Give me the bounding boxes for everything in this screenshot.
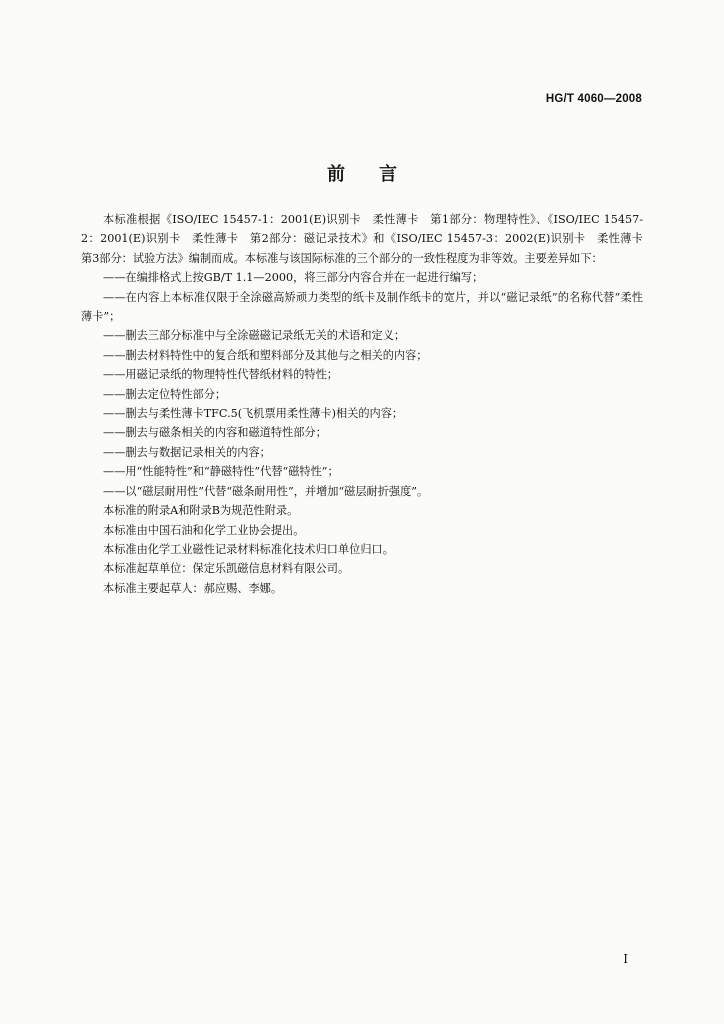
responsible-unit-statement: 本标准由化学工业磁性记录材料标准化技术归口单位归口。: [103, 542, 394, 556]
appendix-statement: 本标准的附录A和附录B为规范性附录。: [103, 504, 299, 518]
drafters-statement: 本标准主要起草人：郝应赐、李娜。: [103, 581, 283, 595]
foreword-body: [81, 210, 655, 598]
difference-item: ——以“磁层耐用性”代替“磁条耐用性”，并增加“磁层耐折强度”。: [103, 484, 429, 498]
standard-number: HG/T 4060—2008: [545, 93, 642, 105]
difference-item: ——删去与磁条相关的内容和磁道特性部分；: [103, 426, 327, 440]
difference-item: ——删去定位特性部分；: [103, 387, 227, 401]
difference-item: ——在编排格式上按GB/T 1.1—2000，将三部分内容合并在一起进行编写；: [103, 271, 484, 285]
proposer-statement: 本标准由中国石油和化学工业协会提出。: [103, 523, 305, 537]
difference-item: ——用磁记录纸的物理特性代替纸材料的特性；: [103, 368, 338, 382]
difference-item: ——用“性能特性”和“静磁特性”代替“磁特性”；: [103, 465, 339, 479]
drafting-unit-statement: 本标准起草单位：保定乐凯磁信息材料有限公司。: [103, 562, 350, 576]
page-number: I: [623, 952, 628, 966]
difference-item: ——删去与柔性薄卡TFC.5(飞机票用柔性薄卡)相关的内容；: [103, 407, 404, 421]
difference-item: ——在内容上本标准仅限于全涂磁高矫顽力类型的纸卡及制作纸卡的宽片，并以“磁记录纸”的名称代替“柔性薄卡”；: [81, 290, 643, 324]
difference-item: ——删去与数据记录相关的内容；: [103, 445, 271, 459]
intro-paragraph: 本标准根据《ISO/IEC 15457-1：2001(E)识别卡 柔性薄卡 第1部分：物理特性》、《ISO/IEC 15457-2：2001(E)识别卡 柔性薄卡 第2部分：磁记录技术》和《ISO/IEC 15457-3：2002(E)识别卡 柔性薄卡 第3部分：试验方法》编制而成。本标准与该国际标准的三个部分的一致性程度为非等效。主要差异如下：: [81, 213, 655, 265]
difference-item: ——删去三部分标准中与全涂磁磁记录纸无关的术语和定义；: [103, 329, 406, 343]
page-title: 前言: [327, 164, 431, 185]
difference-item: ——删去材料特性中的复合纸和塑料部分及其他与之相关的内容；: [103, 348, 428, 362]
